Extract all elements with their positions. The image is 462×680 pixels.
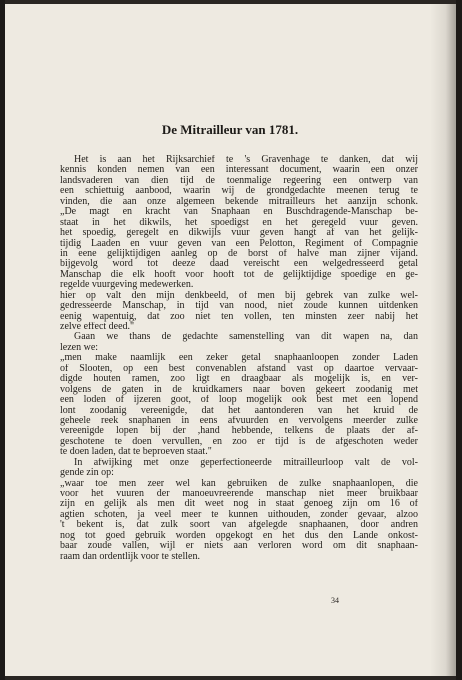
text-line: „waar toe men zeer wel kan gebruiken de zulke snaphaanlopen, die [60, 478, 418, 489]
text-line: een schiettuig aanbood, waarin wij de grondgedachte meenen terug te [60, 186, 418, 197]
text-line: Gaan we thans de gedachte samenstelling van dit wapen na, dan [74, 332, 418, 343]
text-line: Manschap die elk hooft voor hooft tot de gelijktijdige spoedige en ge- [60, 269, 418, 280]
text-line: te doen laden, dat te beproeven staat." [60, 447, 212, 458]
text-line: gedresseerde Manschap, in tijd van nood, niet zoude kunnen uitdenken [60, 301, 418, 312]
text-line: baar zoude vallen, wijl er niets aan verloren word om dit snaphaan- [60, 541, 418, 552]
text-line: landsvaderen van dien tijd de toenmalige regeering een ontwerp van [60, 175, 418, 186]
text-line: gende zin op: [60, 468, 114, 479]
text-line: eenig wapentuig, dat zoo niet ten vollen, ten minsten zeer nabij het [60, 311, 418, 322]
scan-border-right [456, 0, 462, 680]
text-line: bijgevolg word tot deeze daad vereischt een welgedresseerd getal [60, 259, 418, 270]
text-line: geschotene te doen vervullen, en zoo er tijd is de afgeschoten weder [60, 436, 418, 447]
text-line: voor het vuuren der manoeuvreerende manschap niet meer bruikbaar [60, 489, 418, 499]
text-line: nog tot goed gebruik worden opgekogt en het dus den Lande onkost- [60, 530, 418, 541]
text-line: lont zoodanig vereenigde, dat het aantonderen van het kruid de [60, 405, 418, 416]
article-body [60, 155, 418, 562]
text-line: lezen we: [60, 342, 99, 353]
text-line: geheele reek snaphanen in eens afvuurden en vervolgens meerder zulke [60, 415, 418, 426]
text-line: volgens de gaten in de kruidkamers naar boven gekeert zoodanig met [60, 384, 418, 395]
text-line: het spoedig, geregelt en dikwijls vuur geven hangt af van het gelijk- [60, 228, 418, 239]
text-line: agtien schoten, ja veel meer te kunnen uithouden, zonder gevaar, alzoo [60, 509, 418, 520]
text-line: zelve effect deed." [60, 322, 135, 332]
article-title: De Mitrailleur van 1781. [161, 122, 299, 137]
text-line: zijn en gelijk als men dit weet nog in staat genoeg zijn om 16 of [60, 499, 418, 510]
text-line: of Slooten, op een best convenablen afstand vast op daartoe vervaar- [60, 363, 418, 374]
text-line: tijdig Laaden en vuur geven van een Pelotton, Regiment of Compagnie [60, 238, 418, 249]
text-line: vinden, die aan onze algemeen bekende mitrailleurs het aanzijn schonk. [60, 196, 418, 207]
text-line: regelde vuurgeving medewerken. [60, 280, 194, 291]
document-page [4, 4, 456, 676]
text-line: Het is aan het Rijksarchief te 's Gravenhage te danken, dat wij [74, 155, 418, 165]
text-line: digde houten ramen, zoo ligt en draagbaar als mogelijk is, en ver- [60, 374, 418, 385]
text-line: raam dan ordentlijk voor te stellen. [60, 551, 200, 562]
text-line: een loden of ijzeren goot, of loop mogelijk ook best met een lopend [60, 395, 418, 406]
text-line: hier op valt den mijn denkbeeld, of men bij gebrek van zulke wel- [60, 290, 418, 301]
gutter-shadow [430, 4, 456, 676]
page-number: 34 [331, 596, 339, 605]
text-line: staat in het dikwils, het spoedigst en het geregeld vuur geven. [60, 217, 418, 228]
text-line: in eene gelijktijdigen aanleg op de borst of halve man zijner vijand. [60, 248, 418, 259]
text-line: „De magt en kracht van Snaphaan en Buschdragende-Manschap be- [60, 207, 418, 218]
text-line: 't bekent is, dat zulk soort van afgelegde snaphaanen, door andren [60, 520, 418, 531]
text-line: „men make naamlijk een zeker getal snaphaanloopen zonder Laden [60, 353, 418, 364]
text-line: kennis konden nemen van een interessant document, waarin een onzer [60, 165, 418, 176]
scan-border-left [0, 0, 5, 680]
text-line: In afwijking met onze geperfectioneerde mitrailleurloop valt de vol- [74, 457, 418, 468]
text-line: vereenigde lopen bij der ,hand hebbende, telkens de plaats der af- [60, 426, 418, 437]
